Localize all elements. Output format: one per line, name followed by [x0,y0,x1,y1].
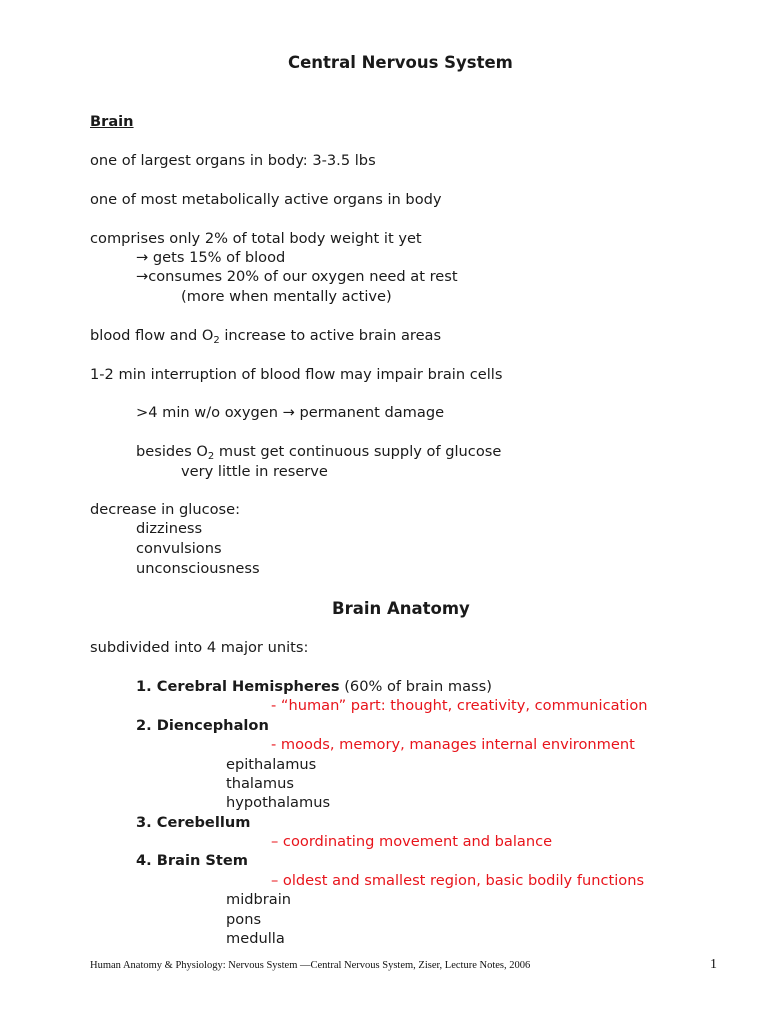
text-line: very little in reserve [181,463,328,480]
page-title: Central Nervous System [288,53,513,72]
text-line: comprises only 2% of total body weight it yet [90,230,422,247]
unit-description: - moods, memory, manages internal environment [271,736,635,753]
list-item: pons [226,911,262,928]
unit-diencephalon: 2. Diencephalon [136,717,269,734]
list-item: hypothalamus [226,794,331,811]
text-line: → gets 15% of blood [136,249,286,266]
unit-label: 1. Cerebral Hemispheres [136,678,340,695]
text-line: >4 min w/o oxygen → permanent damage [136,404,445,421]
text-line: →consumes 20% of our oxygen need at rest [136,268,458,285]
text-segment: must get continuous supply of glucose [214,443,502,460]
list-item: dizziness [136,520,203,537]
text-line [136,445,501,462]
text-line: subdivided into 4 major units: [90,639,309,656]
unit-brain-stem: 4. Brain Stem [136,852,249,869]
unit-description: – coordinating movement and balance [271,833,553,850]
list-item: medulla [226,930,285,947]
list-item: convulsions [136,540,222,557]
unit-cerebellum: 3. Cerebellum [136,814,251,831]
subscript: 2 [207,451,215,462]
unit-cerebral-hemispheres [136,680,492,695]
text-line: 1-2 min interruption of blood flow may impair brain cells [90,366,503,383]
list-item: epithalamus [226,756,317,773]
section-heading-brain: Brain [90,113,134,130]
text-line [90,329,441,346]
text-segment: blood flow and O [90,327,214,344]
text-segment: besides O [136,443,208,460]
list-item: thalamus [226,775,294,792]
text-segment: increase to active brain areas [219,327,442,344]
list-item: midbrain [226,891,292,908]
text-line: decrease in glucose: [90,501,241,518]
section-heading-anatomy: Brain Anatomy [332,599,470,618]
page-number: 1 [710,957,717,972]
list-item: unconsciousness [136,560,260,577]
subscript: 2 [213,335,220,346]
unit-note: (60% of brain mass) [339,678,492,695]
text-line: (more when mentally active) [181,288,392,305]
text-line: one of largest organs in body: 3-3.5 lbs [90,152,376,169]
footer-text: Human Anatomy & Physiology: Nervous System —Central Nervous System, Ziser, Lecture Notes, 2006 [90,960,531,971]
unit-description: - “human” part: thought, creativity, communication [271,697,648,714]
text-line: one of most metabolically active organs in body [90,191,442,208]
unit-description: – oldest and smallest region, basic bodily functions [271,872,645,889]
